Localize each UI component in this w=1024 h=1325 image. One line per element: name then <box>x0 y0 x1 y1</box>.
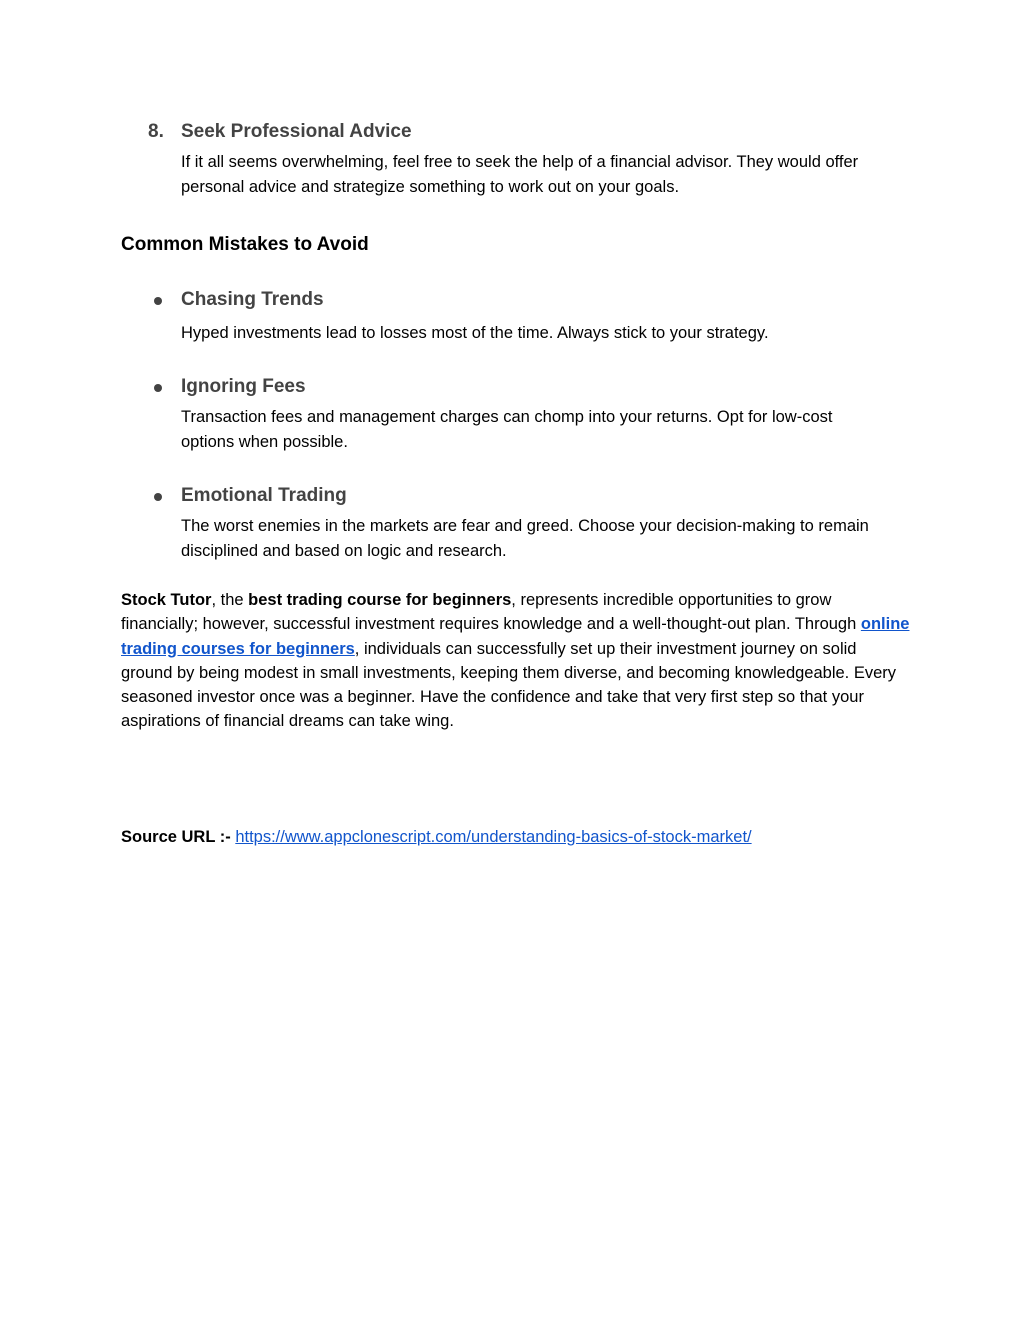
brand-name: Stock Tutor <box>121 591 212 609</box>
mistake-body-chasing-trends: Hyped investments lead to losses most of the time. Always stick to your strategy. <box>181 324 769 342</box>
bullet-icon <box>154 384 162 392</box>
closing-paragraph <box>121 588 911 734</box>
closing-text: , the <box>211 591 249 609</box>
course-phrase: best trading course for beginners <box>248 591 512 609</box>
closing-text: , individuals can successfully set up their investment journey on solid ground by being modest in small investments, keeping them diverse, and becoming knowledgeable. Every seasoned investor once was a beginner. Have the confidence and take that very first step so that your aspirations of financial dreams can take wing. <box>121 639 897 731</box>
advice-heading: Seek Professional Advice <box>181 121 412 142</box>
mistake-body-ignoring-fees: Transaction fees and management charges can chomp into your returns. Opt for low-cost options when possible. <box>181 408 833 451</box>
mistake-heading-chasing-trends: Chasing Trends <box>181 289 324 310</box>
source-label: Source URL :- <box>121 828 231 846</box>
bullet-icon <box>154 297 162 305</box>
online-courses-link[interactable]: online trading courses for beginners <box>121 615 910 658</box>
advice-body: If it all seems overwhelming, feel free to seek the help of a financial advisor. They would offer personal advice and strategize something to work out on your goals. <box>181 153 859 196</box>
source-url-link[interactable]: https://www.appclonescript.com/understanding-basics-of-stock-market/ <box>235 828 752 846</box>
list-number: 8. <box>148 121 164 142</box>
bullet-icon <box>154 493 162 501</box>
source-row <box>121 828 752 847</box>
mistake-heading-ignoring-fees: Ignoring Fees <box>181 376 306 397</box>
mistake-heading-emotional-trading: Emotional Trading <box>181 485 347 506</box>
closing-text: , represents incredible opportunities to grow financially; however, successful investment requires knowledge and a well-thought-out plan. Through <box>121 591 861 634</box>
section-heading: Common Mistakes to Avoid <box>121 234 369 255</box>
mistake-body-emotional-trading: The worst enemies in the markets are fear and greed. Choose your decision-making to remain disciplined and based on logic and research. <box>181 517 869 560</box>
